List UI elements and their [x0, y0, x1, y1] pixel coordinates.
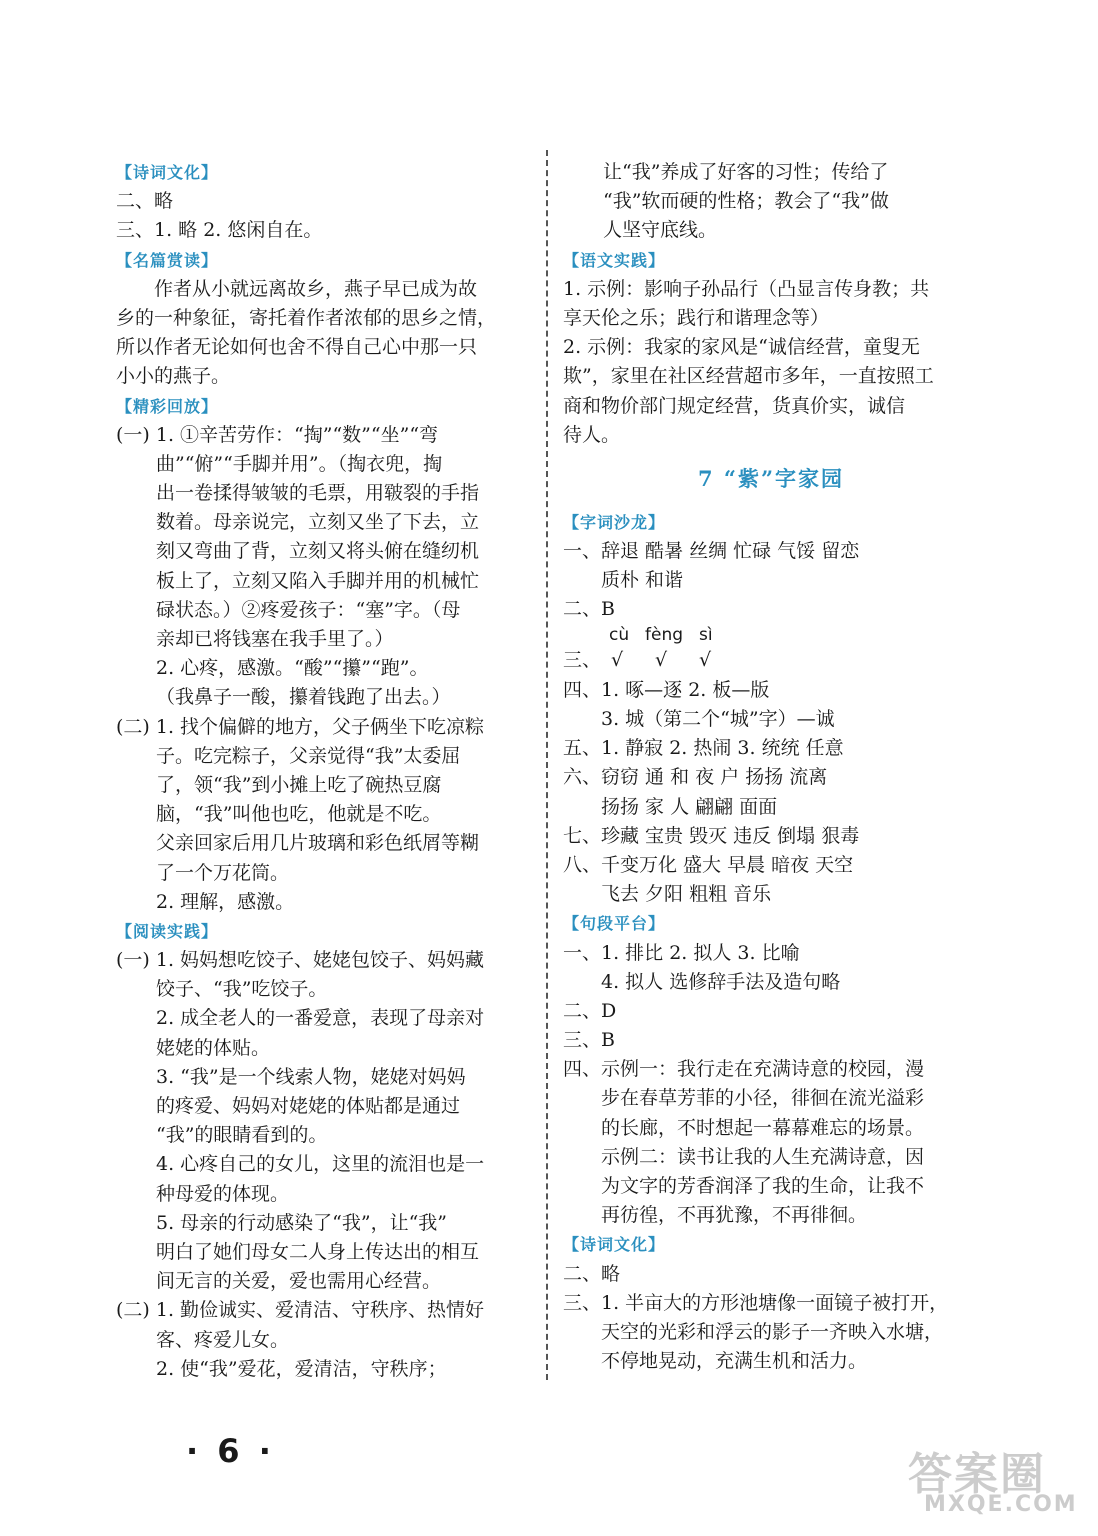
text-line: 刻又弯曲了背，立刻又将头俯在缝纫机 — [156, 540, 480, 563]
text-line: 2. 理解，感激。 — [156, 890, 295, 913]
text-line: 间无言的关爱，爱也需用心经营。 — [156, 1270, 442, 1293]
text-line: 不停地晃动，充满生机和活力。 — [601, 1350, 868, 1373]
text-line: 种母爱的体现。 — [156, 1182, 290, 1205]
text-line: 曲”“俯”“手脚并用”。（掏衣兜，掏 — [156, 452, 443, 475]
text-line: “我”软而硬的性格；教会了“我”做 — [603, 190, 889, 213]
text-line: 二、D — [563, 999, 617, 1022]
text-line: 3. 城（第二个“城”字）—诚 — [601, 708, 835, 730]
text-line: 六、窃窃 通 和 夜 户 扬扬 流离 — [563, 766, 828, 789]
text-line: 步在春草芳菲的小径，徘徊在流光溢彩 — [601, 1087, 925, 1110]
section-heading: 【字词沙龙】 — [563, 512, 666, 532]
text-line: 客、疼爱儿女。 — [156, 1328, 290, 1351]
check-mark-icon: √ — [611, 648, 624, 671]
section-heading: 【诗词文化】 — [116, 163, 219, 182]
section-heading: 【精彩回放】 — [116, 396, 219, 416]
text-line: 数着。母亲说完，立刻又坐了下去，立 — [156, 511, 480, 534]
text-line: (一) 1. 妈妈想吃饺子、姥姥包饺子、妈妈藏 — [116, 949, 485, 972]
text-line: 饺子、“我”吃饺子。 — [156, 978, 328, 1001]
text-line: (二) 1. 找个偏僻的地方，父子俩坐下吃凉粽 — [116, 715, 485, 738]
text-line: 的长廊，不时想起一幕幕难忘的场景。 — [601, 1116, 925, 1139]
text-line: 姥姥的体贴。 — [156, 1036, 271, 1059]
text-line: 四、1. 啄—逐 2. 板—版 — [563, 678, 770, 701]
text-line: 人坚守底线。 — [603, 219, 718, 242]
text-line: 一、1. 排比 2. 拟人 3. 比喻 — [563, 941, 800, 964]
text-line: 二、略 — [116, 190, 174, 213]
check-row — [563, 647, 979, 676]
text-line: (一) 1. ①辛苦劳作：“掏”“数”“坐”“弯 — [116, 423, 439, 446]
column-divider — [546, 150, 548, 1380]
pinyin-label: sì — [699, 624, 713, 645]
text-line: (二) 1. 勤俭诚实、爱清洁、守秩序、热情好 — [116, 1299, 485, 1322]
text-line: 四、示例一：我行走在充满诗意的校园，漫 — [563, 1058, 925, 1081]
text-line: “我”的眼睛看到的。 — [156, 1124, 328, 1147]
text-line: 质朴 和谐 — [601, 569, 684, 592]
text-line: 天空的光彩和浮云的影子一齐映入水塘， — [601, 1320, 944, 1343]
text-line: 五、1. 静寂 2. 热闹 3. 统统 任意 — [563, 737, 844, 760]
text-line: 亲却已将钱塞在我手里了。） — [156, 628, 394, 650]
text-line: 示例二：读书让我的人生充满诗意，因 — [601, 1145, 925, 1168]
text-line: 子。吃完粽子，父亲觉得“我”太委屈 — [156, 744, 461, 767]
text-line: 乡的一种象征，寄托着作者浓郁的思乡之情， — [116, 306, 497, 329]
text-line: 商和物价部门规定经营，货真价实，诚信 — [563, 394, 906, 417]
text-line: 小小的燕子。 — [116, 365, 231, 388]
text-line: 一、辞退 酷暑 丝绸 忙碌 气馁 留恋 — [563, 540, 860, 563]
text-line: 二、略 — [563, 1262, 621, 1285]
text-line: 七、珍藏 宝贵 毁灭 违反 倒塌 狠毒 — [563, 824, 860, 847]
section-heading: 【名篇赏读】 — [116, 250, 219, 270]
pinyin-label: fèng — [645, 624, 684, 645]
text-line: 脑，“我”叫他也吃，他就是不吃。 — [156, 803, 442, 826]
check-mark-icon: √ — [655, 648, 668, 671]
text-line: 4. 心疼自己的女儿，这里的流泪也是一 — [156, 1153, 485, 1176]
text-line: 八、千变万化 盛大 早晨 暗夜 天空 — [563, 853, 854, 876]
text-line: （我鼻子一酸，攥着钱跑了出去。） — [156, 686, 451, 709]
text-line: 父亲回家后用几片玻璃和彩色纸屑等糊 — [156, 832, 480, 855]
text-line: 了一个万花筒。 — [156, 861, 290, 884]
left-column — [116, 158, 532, 1384]
section-heading: 【诗词文化】 — [563, 1235, 666, 1255]
watermark-logo — [908, 1438, 1090, 1528]
pinyin-row — [563, 625, 979, 647]
text-line: 1. 示例：影响子孙品行（凸显言传身教；共 — [563, 277, 930, 300]
text-line: 扬扬 家 人 翩翩 面面 — [601, 795, 778, 818]
watermark-text: 答案圈 — [908, 1449, 1046, 1500]
text-line: 三、B — [563, 1029, 615, 1052]
text-line: 作者从小就远离故乡，燕子早已成为故 — [154, 277, 478, 300]
text-line: 2. 成全老人的一番爱意，表现了母亲对 — [156, 1007, 485, 1030]
text-line: 的疼爱、妈妈对姥姥的体贴都是通过 — [156, 1095, 461, 1117]
text-line: 2. 心疼，感激。“酸”“攥”“跑”。 — [156, 657, 429, 680]
text-line: 明白了她们母女二人身上传达出的相互 — [156, 1240, 480, 1263]
text-line: 为文字的芳香润泽了我的生命，让我不 — [601, 1175, 925, 1197]
section-heading: 【语文实践】 — [563, 250, 666, 270]
text-line: 了，领“我”到小摊上吃了碗热豆腐 — [156, 773, 442, 796]
text-line: 三、1. 半亩大的方形池塘像一面镜子被打开， — [563, 1291, 949, 1314]
text-line: 再彷徨，不再犹豫，不再徘徊。 — [601, 1204, 868, 1227]
right-column — [563, 158, 979, 1376]
text-line: 3. “我”是一个线索人物，姥姥对妈妈 — [156, 1065, 466, 1088]
text-line: 二、B — [563, 598, 615, 621]
text-line: 让“我”养成了好客的习性；传给了 — [603, 161, 889, 183]
pinyin-label: cù — [609, 624, 630, 645]
text-line: 板上了，立刻又陷入手脚并用的机械忙 — [156, 569, 480, 592]
text-line: 2. 使“我”爱花，爱清洁，守秩序； — [156, 1357, 447, 1380]
text-line: 5. 母亲的行动感染了“我”，让“我” — [156, 1211, 448, 1234]
text-line: 碌状态。）②疼爱孩子：“塞”字。（母 — [156, 598, 461, 621]
page-number: · 6 · — [186, 1432, 275, 1470]
text-line: 所以作者无论如何也舍不得自己心中那一只 — [116, 336, 478, 359]
text-line: 4. 拟人 选修辞手法及造句略 — [601, 970, 841, 993]
text-line: 出一卷揉得皱皱的毛票，用皲裂的手指 — [156, 482, 480, 505]
check-mark-icon: √ — [699, 648, 712, 671]
section-heading: 【句段平台】 — [563, 914, 666, 934]
item-label: 三、 — [563, 648, 602, 671]
text-line: 待人。 — [563, 423, 621, 446]
text-line: 享天伦之乐；践行和谐理念等） — [563, 306, 830, 329]
text-line: 2. 示例：我家的家风是“诚信经营，童叟无 — [563, 336, 920, 359]
chapter-title: 7 “紫”字家园 — [697, 465, 845, 491]
text-line: 欺”，家里在社区经营超市多年，一直按照工 — [563, 365, 934, 388]
watermark-url: MXQE.COM — [924, 1492, 1078, 1517]
text-line: 飞去 夕阳 粗粗 音乐 — [601, 883, 772, 906]
text-line: 三、1. 略 2. 悠闲自在。 — [116, 219, 323, 242]
section-heading: 【阅读实践】 — [116, 921, 219, 941]
